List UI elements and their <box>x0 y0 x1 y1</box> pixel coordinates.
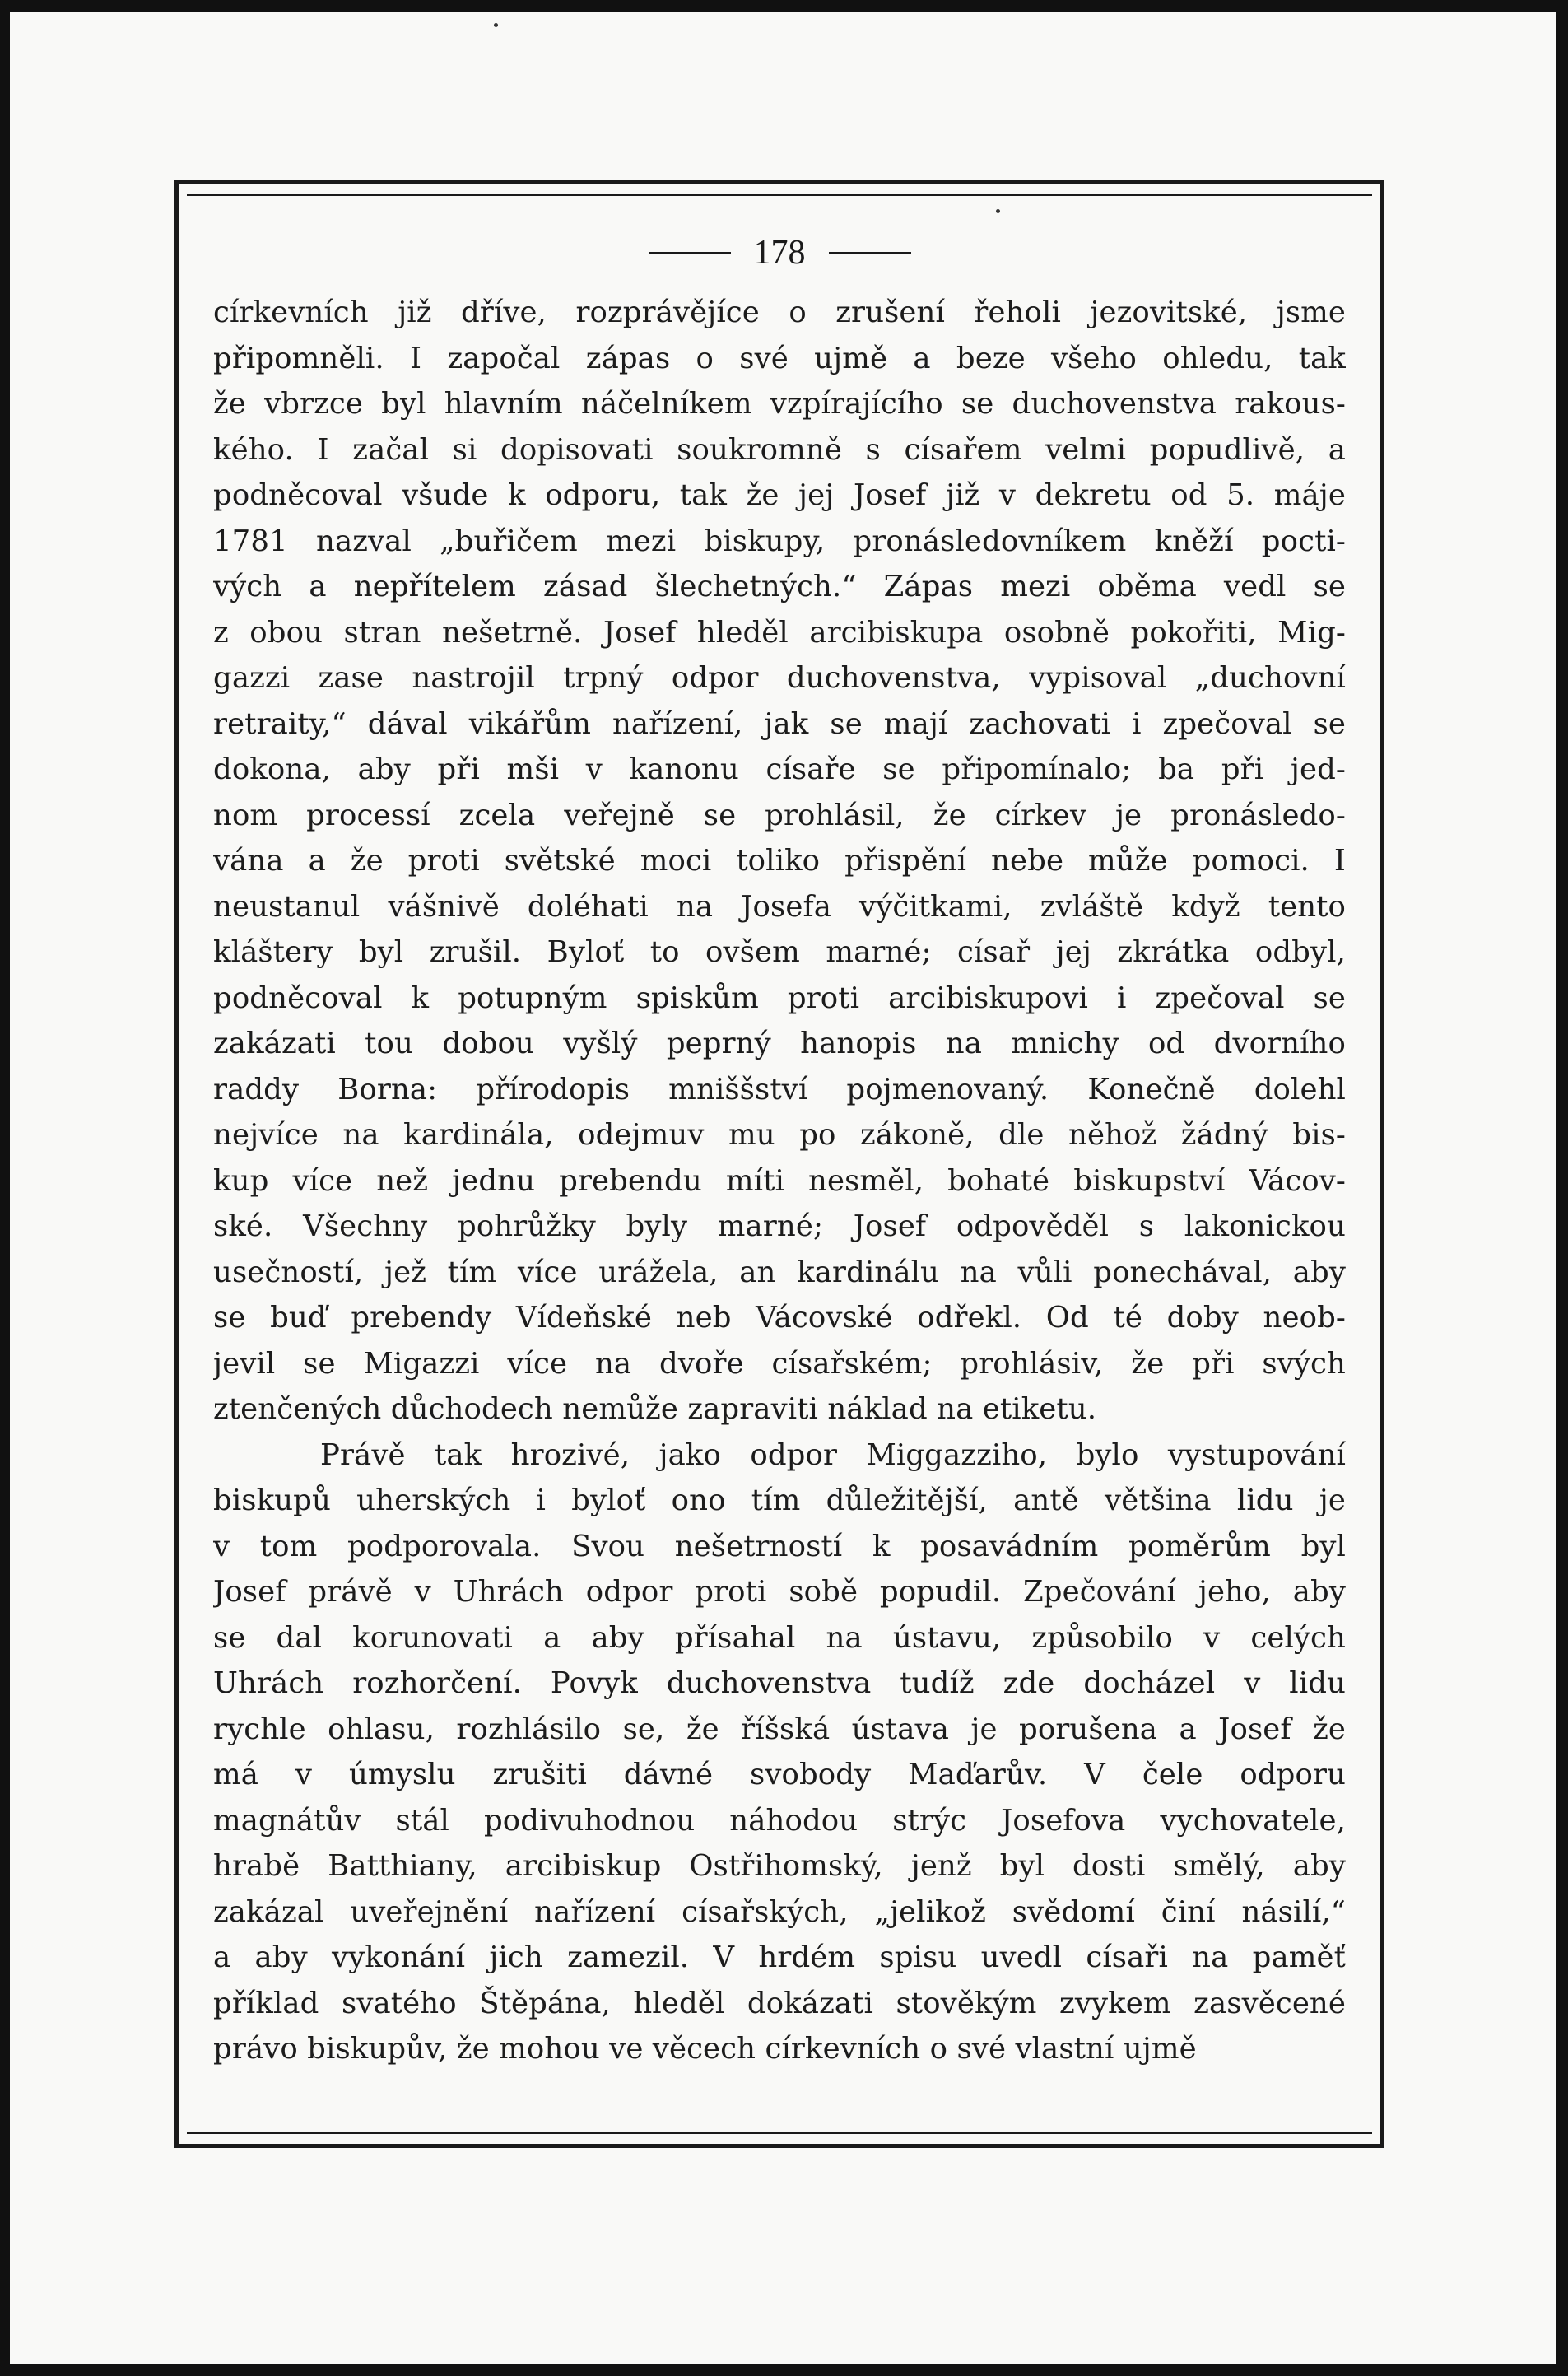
page-body-text <box>213 290 1346 2072</box>
text-line: rychle ohlasu, rozhlásilo se, že říšská ústava je porušena a Josef že <box>213 1712 1346 1746</box>
text-line: zakázal uveřejnění nařízení císařských, „jelikož svědomí činí násilí,“ <box>213 1894 1346 1929</box>
text-line: ské. Všechny pohrůžky byly marné; Josef odpověděl s lakonickou <box>213 1209 1346 1243</box>
paragraph <box>213 290 1346 1433</box>
text-line: má v úmyslu zrušiti dávné svobody Maďarův. V čele odporu <box>213 1758 1346 1791</box>
text-line: hrabě Batthiany, arcibiskup Ostřihomský, jenž byl dosti smělý, aby <box>213 1849 1346 1883</box>
text-line: raddy Borna: přírodopis mniššství pojmenovaný. Konečně dolehl <box>213 1072 1346 1106</box>
text-line: církevních již dříve, rozprávějíce o zrušení řeholi jezovitské, jsme <box>213 296 1346 329</box>
book-page <box>10 12 1556 2364</box>
text-line: kláštery byl zrušil. Byloť to ovšem marné; císař jej zkrátka odbyl, <box>213 935 1346 969</box>
text-line: gazzi zase nastrojil trpný odpor duchovenstva, vypisoval „duchovní <box>213 661 1346 695</box>
text-line: podněcoval k potupným spiskům proti arcibiskupovi i zpečoval se <box>213 981 1346 1015</box>
text-line: ztenčených důchodech nemůže zapraviti náklad na etiketu. <box>213 1392 1097 1426</box>
text-line: neustanul vášnivě doléhati na Josefa výčitkami, zvláště když tento <box>213 889 1346 924</box>
text-line: Josef právě v Uhrách odpor proti sobě popudil. Zpečování jeho, aby <box>213 1575 1346 1609</box>
text-line: právo biskupův, že mohou ve věcech církevních o své vlastní ujmě <box>213 2032 1197 2066</box>
text-line: vých a nepřítelem zásad šlechetných.“ Zápas mezi oběma vedl se <box>213 570 1346 603</box>
text-line: že vbrzce byl hlavním náčelníkem vzpírajícího se duchovenstva rakous- <box>213 387 1346 421</box>
text-line: nom processí zcela veřejně se prohlásil, že církev je pronásledo- <box>213 798 1346 832</box>
header-dash-left <box>649 252 731 254</box>
text-line: kého. I začal si dopisovati soukromně s císařem velmi popudlivě, a <box>213 432 1346 467</box>
text-line: dokona, aby při mši v kanonu císaře se připomínalo; ba při jed- <box>213 752 1346 786</box>
text-line: nejvíce na kardinála, odejmuv mu po zákoně, dle něhož žádný bis- <box>213 1118 1346 1152</box>
text-line: a aby vykonání jich zamezil. V hrdém spisu uvedl císaři na paměť <box>213 1940 1346 1974</box>
header-dash-right <box>829 252 911 254</box>
text-line: usečností, jež tím více urážela, an kardinálu na vůli ponechával, aby <box>213 1255 1346 1289</box>
print-speck <box>494 23 498 27</box>
text-line: se dal korunovati a aby přísahal na ústavu, způsobilo v celých <box>213 1620 1346 1655</box>
text-line: se buď prebendy Vídeňské neb Vácovské odřekl. Od té doby neob- <box>213 1301 1346 1335</box>
page-number: 178 <box>753 234 806 272</box>
paragraph <box>213 1433 1346 2072</box>
text-line: kup více než jednu prebendu míti nesměl, bohaté biskupství Vácov- <box>213 1163 1346 1198</box>
text-line: jevil se Migazzi více na dvoře císařském; prohlásiv, že při svých <box>213 1346 1346 1381</box>
text-line: biskupů uherských i byloť ono tím důležitější, antě většina lidu je <box>213 1484 1346 1517</box>
text-line: v tom podporovala. Svou nešetrností k posavádním poměrům byl <box>213 1529 1346 1563</box>
page-header <box>179 232 1380 273</box>
text-line: Právě tak hrozivé, jako odpor Miggazziho, bylo vystupování <box>320 1437 1346 1472</box>
text-line: připomněli. I započal zápas o své ujmě a beze všeho ohledu, tak <box>213 341 1346 375</box>
text-line: magnátův stál podivuhodnou náhodou strýc Josefova vychovatele, <box>213 1803 1346 1838</box>
text-line: z obou stran nešetrně. Josef hleděl arcibiskupa osobně pokořiti, Mig- <box>213 615 1346 650</box>
text-line: retraity,“ dával vikářům nařízení, jak se mají zachovati i zpečoval se <box>213 706 1346 741</box>
text-line: vána a že proti světské moci toliko přispění nebe může pomoci. I <box>213 844 1346 878</box>
text-line: zakázati tou dobou vyšlý peprný hanopis na mnichy od dvorního <box>213 1027 1346 1060</box>
page-frame <box>174 180 1384 2148</box>
text-line: příklad svatého Štěpána, hleděl dokázati stověkým zvykem zasvěcené <box>213 1986 1346 2020</box>
text-line: podněcoval všude k odporu, tak že jej Josef již v dekretu od 5. máje <box>213 478 1346 512</box>
text-line: Uhrách rozhorčení. Povyk duchovenstva tudíž zde docházel v lidu <box>213 1666 1346 1700</box>
text-line: 1781 nazval „buřičem mezi biskupy, pronásledovníkem kněží pocti- <box>213 524 1346 558</box>
